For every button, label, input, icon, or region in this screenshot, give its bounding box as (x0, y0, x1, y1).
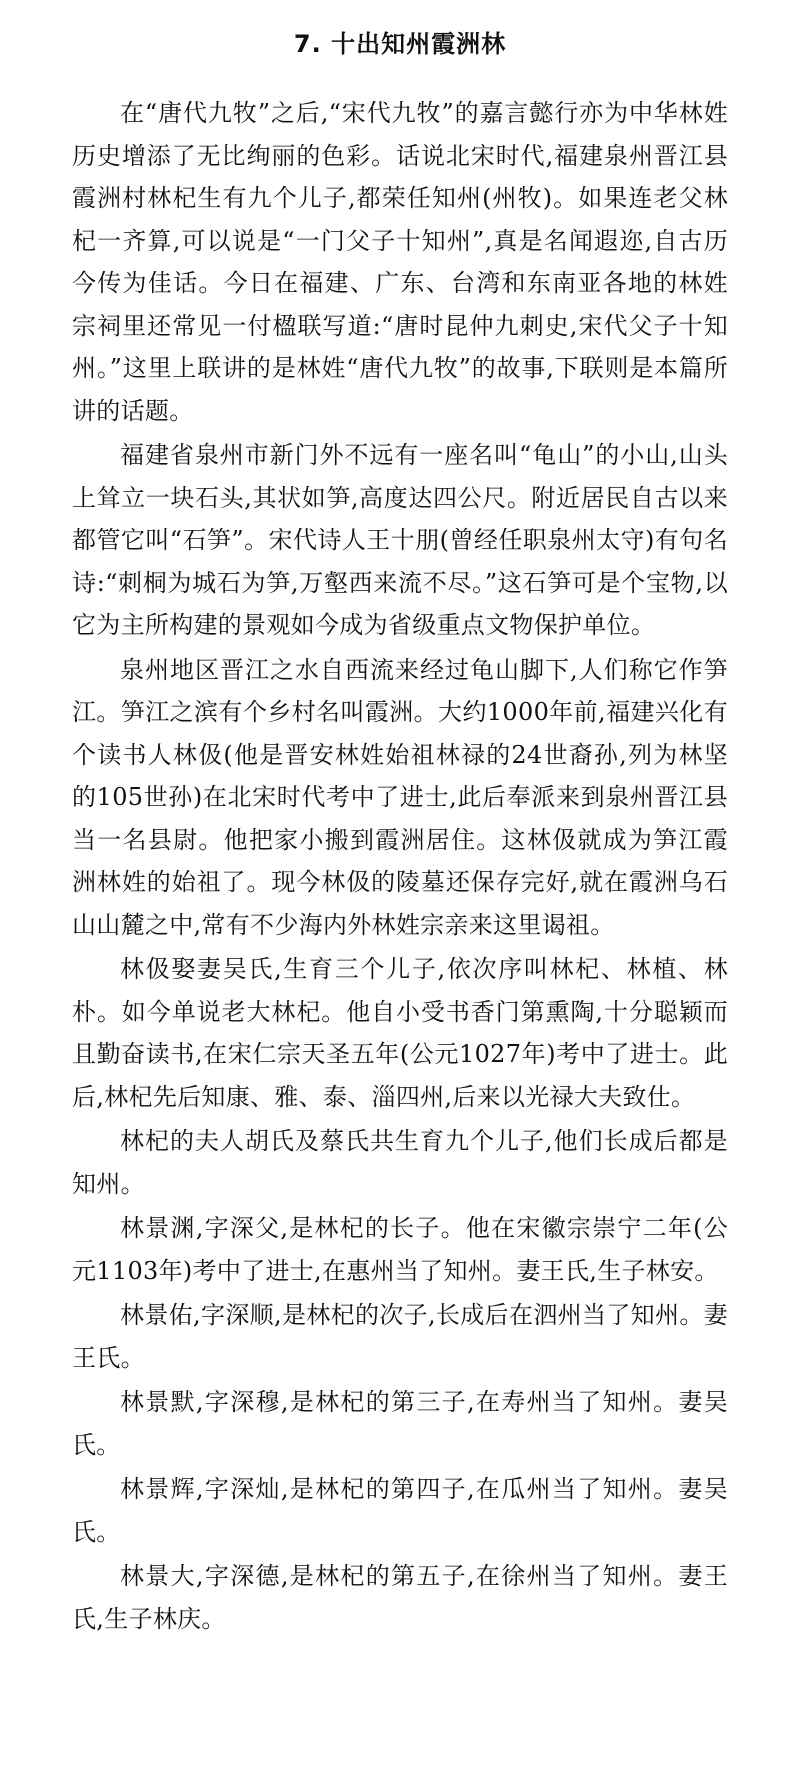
paragraph-lin-jinghui: 林景辉,字深灿,是林杞的第四子,在瓜州当了知州。妻吴氏。 (72, 1475, 728, 1546)
paragraph-intro: 在“唐代九牧”之后,“宋代九牧”的嘉言懿行亦为中华林姓历史增添了无比绚丽的色彩。话说北宋时代,福建泉州晋江县霞洲村林杞生有九个儿子,都荣任知州(州牧)。如果连老父林杞一齐算,可以说是“一门父子十知州”,真是名闻遐迩,自古历今传为佳话。今日在福建、广东、台湾和东南亚各地的林姓宗祠里还常见一付楹联写道:“唐时昆仲九刺史,宋代父子十知州。”这里上联讲的是林姓“唐代九牧”的故事,下联则是本篇所讲的话题。 (72, 99, 728, 425)
paragraph-nine-sons: 林杞的夫人胡氏及蔡氏共生育九个儿子,他们长成后都是知州。 (72, 1127, 728, 1198)
paragraph-lin-qi: 林伋娶妻吴氏,生育三个儿子,依次序叫林杞、林植、林朴。如今单说老大林杞。他自小受书香门第熏陶,十分聪颖而且勤奋读书,在宋仁宗天圣五年(公元1027年)考中了进士。此后,林杞先后知康、雅、泰、淄四州,后来以光禄大夫致仕。 (72, 955, 728, 1111)
document-title: 7. 十出知州霞洲林 (293, 30, 507, 58)
paragraph-lin-jingyou: 林景佑,字深顺,是林杞的次子,长成后在泗州当了知州。妻王氏。 (72, 1301, 728, 1372)
paragraph-xiazhou-origin: 泉州地区晋江之水自西流来经过龟山脚下,人们称它作笋江。笋江之滨有个乡村名叫霞洲。大约1000年前,福建兴化有个读书人林伋(他是晋安林姓始祖林禄的24世裔孙,列为林坚的105世孙)在北宋时代考中了进士,此后奉派来到泉州晋江县当一名县尉。他把家小搬到霞洲居住。这林伋就成为笋江霞洲林姓的始祖了。现今林伋的陵墓还保存完好,就在霞洲乌石山山麓之中,常有不少海内外林姓宗亲来这里谒祖。 (72, 655, 728, 939)
paragraph-lin-jingmo: 林景默,字深穆,是林杞的第三子,在寿州当了知州。妻吴氏。 (72, 1388, 728, 1459)
paragraph-lin-jingda: 林景大,字深德,是林杞的第五子,在徐州当了知州。妻王氏,生子林庆。 (72, 1562, 728, 1633)
paragraph-lin-jingyuan: 林景渊,字深父,是林杞的长子。他在宋徽宗崇宁二年(公元1103年)考中了进士,在惠州当了知州。妻王氏,生子林安。 (72, 1214, 728, 1285)
paragraph-stone-bamboo: 福建省泉州市新门外不远有一座名叫“龟山”的小山,山头上耸立一块石头,其状如笋,高度达四公尺。附近居民自古以来都管它叫“石笋”。宋代诗人王十朋(曾经任职泉州太守)有句名诗:“刺桐为城石为笋,万壑西来流不尽。”这石笋可是个宝物,以它为主所构建的景观如今成为省级重点文物保护单位。 (72, 441, 728, 639)
